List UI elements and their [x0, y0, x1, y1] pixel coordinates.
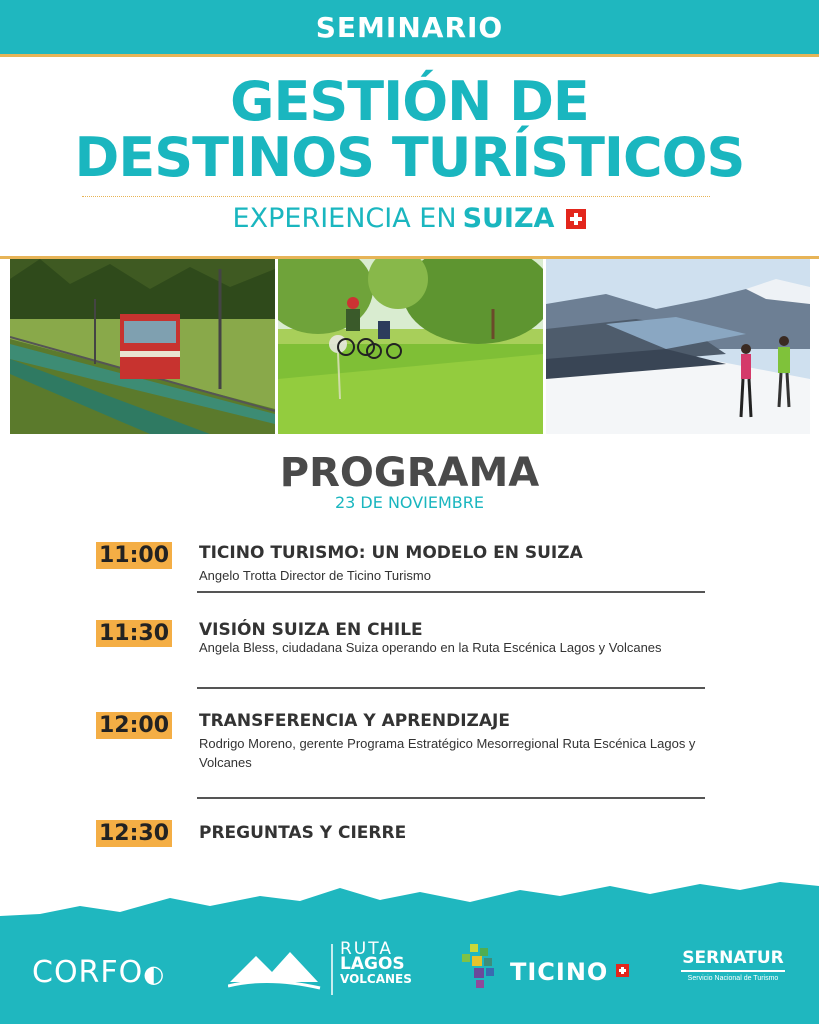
- corfo-text: CORFO: [32, 955, 144, 990]
- seminar-banner: [0, 0, 819, 57]
- subtitle: [0, 203, 819, 234]
- cyclists-illustration: [278, 259, 543, 434]
- session-time: 11:30: [96, 620, 172, 647]
- program-heading: PROGRAMA: [279, 450, 540, 496]
- session-title: VISIÓN SUIZA EN CHILE: [199, 620, 423, 640]
- session-title: PREGUNTAS Y CIERRE: [199, 823, 407, 843]
- banner-label: SEMINARIO: [315, 10, 504, 44]
- ruta-line2: LAGOS: [340, 954, 405, 974]
- funicular-photo: [10, 259, 275, 434]
- ticino-logo: TICINO: [510, 958, 609, 986]
- session-title: TICINO TURISMO: UN MODELO EN SUIZA: [199, 543, 583, 563]
- session-divider: [197, 687, 705, 689]
- corfo-figure-icon: ◐: [143, 960, 166, 988]
- session-time: 11:00: [96, 542, 172, 569]
- ticino-mark-icon: [462, 944, 502, 990]
- swiss-flag-small-icon: [616, 964, 629, 977]
- mountain-hikers-photo: [546, 259, 810, 434]
- title-line-1: GESTIÓN DE: [230, 70, 589, 133]
- program-date: 23 DE NOVIEMBRE: [334, 493, 485, 512]
- ruta-lagos-logo: [340, 939, 412, 987]
- subtitle-country: SUIZA: [462, 203, 555, 234]
- session-speaker: Angelo Trotta Director de Ticino Turismo: [199, 568, 431, 583]
- title-line-2: DESTINOS TURÍSTICOS: [74, 126, 745, 189]
- ruta-line3: VOLCANES: [340, 972, 412, 986]
- sernatur-name: SERNATUR: [681, 948, 785, 972]
- swiss-flag-icon: [566, 209, 586, 229]
- session-time: 12:30: [96, 820, 172, 847]
- session-time: 12:00: [96, 712, 172, 739]
- ruta-line1: RUTA: [340, 939, 393, 959]
- mountain-illustration: [546, 259, 810, 434]
- dotted-divider: [82, 196, 710, 197]
- cyclists-photo: [278, 259, 543, 434]
- session-speaker: Rodrigo Moreno, gerente Programa Estratégico Mesorregional Ruta Escénica Lagos y Volcanes: [199, 736, 696, 770]
- session-divider: [197, 591, 705, 593]
- sernatur-logo: [681, 948, 785, 982]
- subtitle-prefix: EXPERIENCIA EN: [232, 203, 457, 234]
- session-title: TRANSFERENCIA Y APRENDIZAJE: [199, 711, 510, 731]
- sernatur-subtitle: Servicio Nacional de Turismo: [687, 975, 779, 982]
- funicular-illustration: [10, 259, 275, 434]
- session-speaker: Angela Bless, ciudadana Suiza operando en la Ruta Escénica Lagos y Volcanes: [199, 640, 662, 655]
- session-divider: [197, 797, 705, 799]
- corfo-logo: [32, 955, 165, 990]
